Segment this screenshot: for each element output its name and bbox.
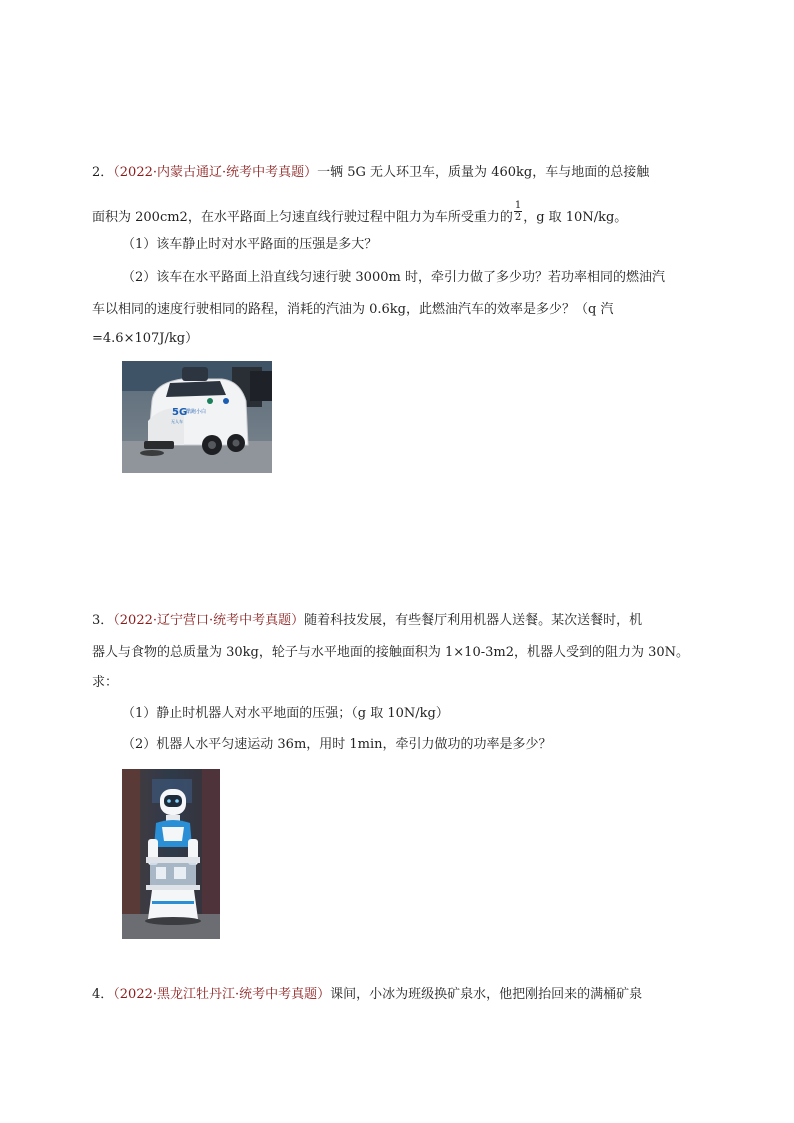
q3-sub-1: （1）静止时机器人对水平地面的压强；（g 取 10N/kg） bbox=[122, 706, 449, 721]
sweeper-small-label: 无人车 bbox=[171, 419, 183, 424]
q3-text-1: 随着科技发展，有些餐厅利用机器人送餐。某次送餐时，机 bbox=[304, 613, 643, 628]
q4-source: （2022·黑龙江牡丹江·统考中考真题） bbox=[113, 987, 331, 1002]
q2-text-1: 一辆 5G 无人环卫车，质量为 460kg，车与地面的总接触 bbox=[317, 165, 650, 180]
q2-line-2 bbox=[92, 200, 702, 229]
q2-photo-sweeper bbox=[122, 361, 272, 473]
sweeper-5g-label: 5G bbox=[172, 407, 188, 418]
q4-line-1 bbox=[92, 985, 702, 1005]
q3-line-1 bbox=[92, 611, 702, 631]
robot-illustration bbox=[122, 769, 220, 939]
q2-fraction-den: 2 bbox=[514, 212, 522, 223]
sweeper-brand: 酷跑小白 bbox=[186, 409, 207, 415]
q3-source: （2022·辽宁营口·统考中考真题） bbox=[113, 613, 305, 628]
q4-number: 4． bbox=[92, 987, 114, 1002]
q2-line-1 bbox=[92, 163, 702, 183]
q3-line-2: 器人与食物的总质量为 30kg，轮子与水平地面的接触面积为 1×10-3m2，机器人受到的阻力为 30N。 bbox=[92, 645, 690, 660]
q2-text-2a: 面积为 200cm2，在水平路面上匀速直线行驶过程中阻力为车所受重力的 bbox=[92, 210, 513, 225]
q2-sub-1: （1）该车静止时对水平路面的压强是多大？ bbox=[122, 237, 378, 252]
q3-sub-2: （2）机器人水平匀速运动 36m，用时 1min，牵引力做功的功率是多少？ bbox=[122, 737, 552, 752]
q2-source: （2022·内蒙古通辽·统考中考真题） bbox=[113, 165, 318, 180]
q4-text-1: 课间，小冰为班级换矿泉水，他把刚抬回来的满桶矿泉 bbox=[330, 987, 643, 1002]
q2-number: 2． bbox=[92, 165, 114, 180]
q2-sub-2-line-1: （2）该车在水平路面上沿直线匀速行驶 3000m 时，牵引力做了多少功？若功率相同的燃油汽 bbox=[122, 270, 665, 285]
q2-sub-2-line-2: 车以相同的速度行驶相同的路程，消耗的汽油为 0.6kg，此燃油汽车的效率是多少？（q 汽 bbox=[92, 302, 614, 317]
q3-photo-robot bbox=[122, 769, 220, 939]
sweeper-illustration bbox=[122, 361, 272, 473]
q2-fraction bbox=[514, 200, 522, 223]
q3-number: 3． bbox=[92, 613, 114, 628]
q2-text-2b: ，g 取 10N/kg。 bbox=[523, 210, 628, 225]
q2-sub-2-line-3: =4.6×107J/kg） bbox=[92, 331, 199, 346]
q2-fraction-num: 1 bbox=[514, 200, 522, 211]
q3-line-3: 求： bbox=[92, 675, 119, 690]
